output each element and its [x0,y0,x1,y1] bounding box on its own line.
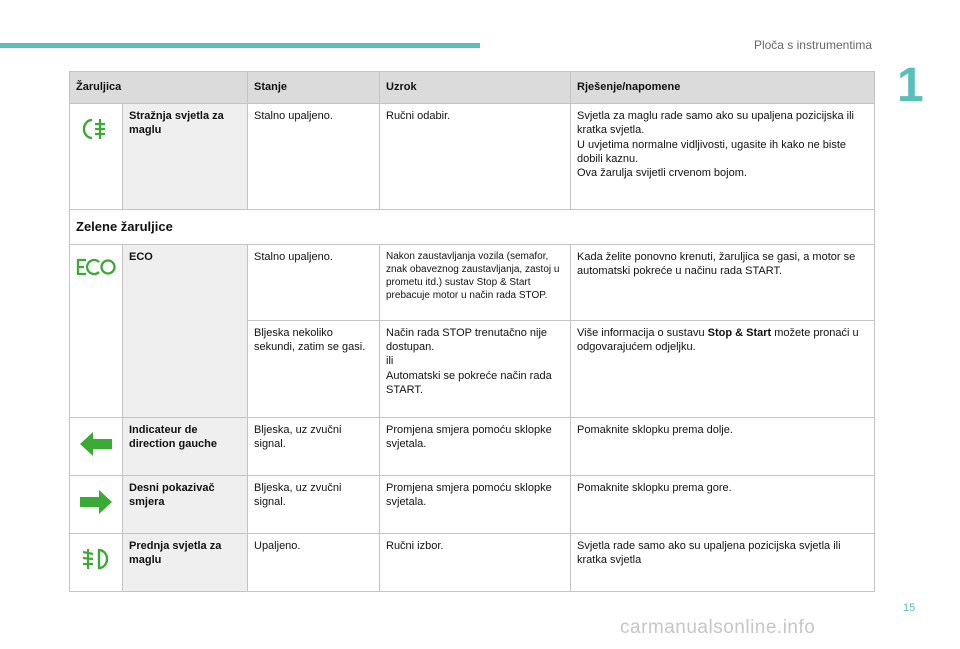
lamp-state: Bljeska, uz zvučni signal. [248,475,380,533]
rear-fog-light-icon [79,133,113,145]
table-row [70,104,875,210]
lamp-notes: Pomaknite sklopku prema gore. [571,475,875,533]
front-fog-light-icon [79,563,113,575]
cause-line: ili [386,355,394,368]
icon-cell [70,475,123,533]
table-row [70,244,875,320]
lamp-cause [380,320,571,417]
lamp-cause: Nakon zaustavljanja vozila (semafor, znak obaveznog zaustavljanja, zastoj u prometu itd.) sustav Stop & Start prebacuje motor u način rada STOP. [380,244,571,320]
column-header-lamp: Žaruljica [70,72,248,104]
note-line: U uvjetima normalne vidljivosti, ugasite ih kako ne biste dobili kaznu. [577,138,847,165]
lamp-cause: Promjena smjera pomoću sklopke svjetala. [380,417,571,475]
icon-cell [70,244,123,417]
note-line: Svjetla za maglu rade samo ako su upaljena pozicijska ili kratka svjetla. [577,110,854,137]
column-header-cause: Uzrok [380,72,571,104]
lamp-name: Indicateur de direction gauche [123,417,248,475]
page-number: 15 [903,602,916,614]
lamp-notes: Pomaknite sklopku prema dolje. [571,417,875,475]
lamp-cause: Ručni izbor. [380,533,571,591]
cause-line: Automatski se pokreće način rada START. [386,369,552,397]
right-arrow-icon [79,507,113,519]
lamp-name: ECO [123,244,248,417]
chapter-number: 1 [897,59,924,112]
lamp-state: Stalno upaljeno. [248,104,380,210]
lamp-notes [571,104,875,210]
lamp-cause: Ručni odabir. [380,104,571,210]
lamp-state: Bljeska nekoliko sekundi, zatim se gasi. [248,320,380,417]
note-bold-text: Stop & Start [707,326,772,339]
group-title: Zelene žaruljice [70,210,875,245]
lamp-notes: Svjetla rade samo ako su upaljena pozicijska svjetla ili kratka svjetla [571,533,875,591]
lamp-state: Stalno upaljeno. [248,244,380,320]
lamp-state: Upaljeno. [248,533,380,591]
icon-cell [70,104,123,210]
header-accent-bar [0,43,480,48]
table-row [70,475,875,533]
lamp-notes: Kada želite ponovno krenuti, žaruljica se gasi, a motor se automatski pokreće u načinu rada START. [571,244,875,320]
column-header-state: Stanje [248,72,380,104]
lamp-cause: Promjena smjera pomoću sklopke svjetala. [380,475,571,533]
note-text: Više informacija o sustavu [577,326,708,339]
left-arrow-icon [79,449,113,461]
cause-line: Način rada STOP trenutačno nije dostupan. [386,326,548,354]
table-row [70,533,875,591]
table-header-row [70,72,875,104]
lamp-name: Stražnja svjetla za maglu [123,104,248,210]
lamp-name: Desni pokazivač smjera [123,475,248,533]
icon-cell [70,417,123,475]
warning-lights-table [69,71,875,592]
note-text: možete pronaći u odgovarajućem odjeljku. [577,326,859,354]
lamp-name: Prednja svjetla za maglu [123,533,248,591]
lamp-state: Bljeska, uz zvučni signal. [248,417,380,475]
column-header-notes: Rješenje/napomene [571,72,875,104]
watermark: carmanualsonline.info [620,617,816,638]
table-row [70,417,875,475]
lamp-notes [571,320,875,417]
note-line: Ova žarulja svijetli crvenom bojom. [577,167,747,180]
group-header-row [70,210,875,245]
section-title: Ploča s instrumentima [753,38,872,52]
icon-cell [70,533,123,591]
eco-icon [76,268,116,280]
